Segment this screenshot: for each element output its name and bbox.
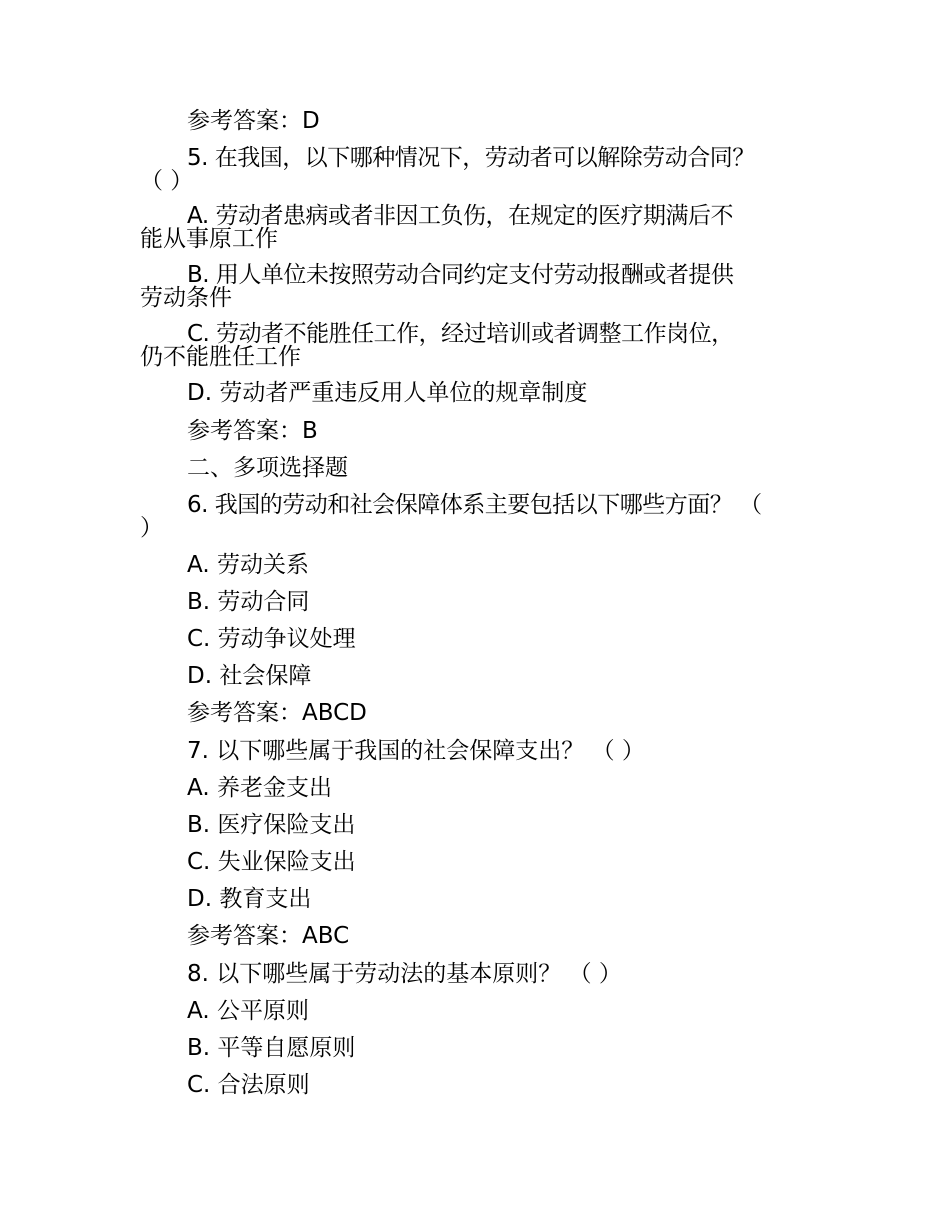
answer-q7: 参考答案：ABC [187,923,350,949]
q8-option-a: A. 公平原则 [187,998,309,1024]
q6-option-b: B. 劳动合同 [187,589,310,615]
q8-option-c: C. 合法原则 [187,1072,310,1098]
q7-option-a: A. 养老金支出 [187,775,332,801]
q5-option-c-cont: 仍不能胜任工作 [140,344,301,370]
q5-option-a: A. 劳动者患病或者非因工负伤，在规定的医疗期满后不 [187,203,733,229]
answer-q5: 参考答案：B [187,418,318,444]
question-5-blank: （ ） [140,168,194,194]
answer-q6: 参考答案：ABCD [187,700,367,726]
q5-option-d: D. 劳动者严重违反用人单位的规章制度 [187,380,588,406]
question-7: 7. 以下哪些属于我国的社会保障支出？ （ ） [187,738,645,764]
question-6-blank: ） [140,515,163,541]
question-5: 5. 在我国，以下哪种情况下，劳动者可以解除劳动合同？ [187,145,755,171]
q7-option-d: D. 教育支出 [187,886,312,912]
q6-option-a: A. 劳动关系 [187,552,309,578]
q6-option-d: D. 社会保障 [187,663,312,689]
q5-option-c: C. 劳动者不能胜任工作，经过培训或者调整工作岗位， [187,321,734,347]
answer-q4: 参考答案：D [187,108,320,134]
q5-option-b: B. 用人单位未按照劳动合同约定支付劳动报酬或者提供 [187,262,734,288]
question-6: 6. 我国的劳动和社会保障体系主要包括以下哪些方面？ （ [187,492,762,518]
q5-option-a-cont: 能从事原工作 [140,226,278,252]
q6-option-c: C. 劳动争议处理 [187,626,356,652]
q8-option-b: B. 平等自愿原则 [187,1035,356,1061]
q5-option-b-cont: 劳动条件 [140,285,232,311]
q7-option-b: B. 医疗保险支出 [187,812,356,838]
q7-option-c: C. 失业保险支出 [187,849,356,875]
section-heading: 二、多项选择题 [187,455,348,481]
question-8: 8. 以下哪些属于劳动法的基本原则？ （ ） [187,961,622,987]
